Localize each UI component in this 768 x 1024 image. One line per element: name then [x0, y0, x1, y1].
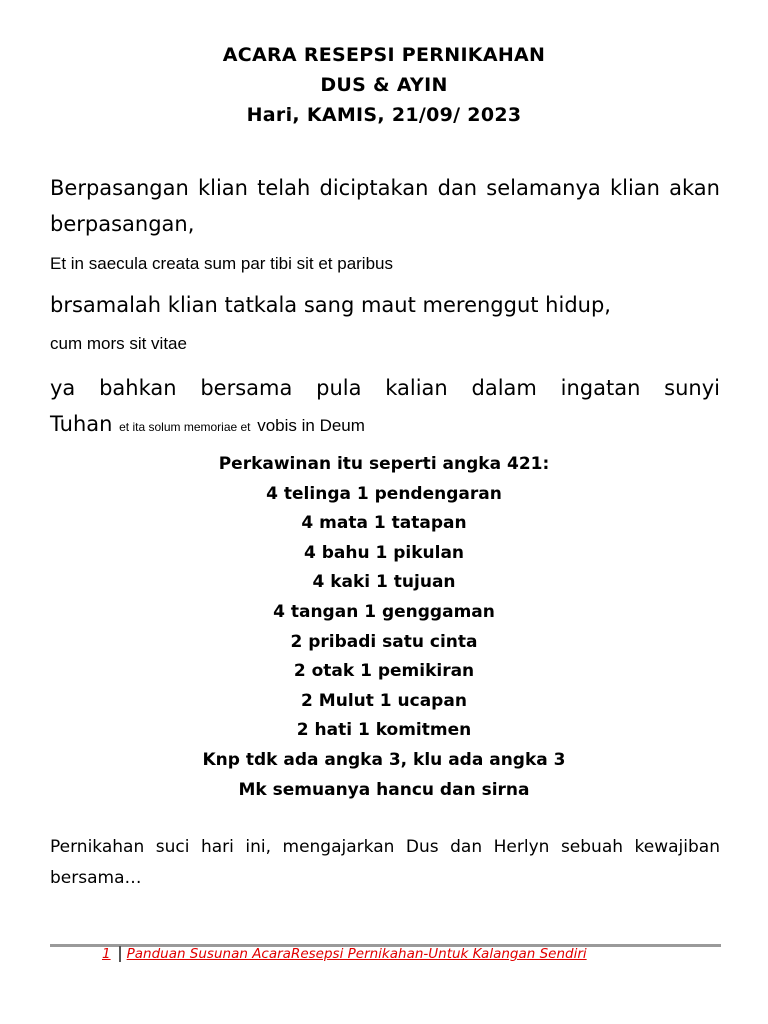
event-date: Hari, KAMIS, 21/09/ 2023	[246, 104, 522, 126]
footer-separator	[119, 946, 121, 962]
verse-line-2: brsamalah klian tatkala sang maut merenggut hidup,	[50, 293, 611, 317]
list-item: 4 bahu 1 pikulan	[303, 542, 465, 563]
list-item: 2 otak 1 pemikiran	[293, 661, 475, 682]
list-item: 2 Mulut 1 ucapan	[301, 690, 467, 711]
list-item: 2 hati 1 komitmen	[296, 720, 472, 741]
list-item: 4 mata 1 tatapan	[301, 513, 467, 534]
numbers-list	[0, 450, 768, 805]
verse-line-3b	[50, 406, 720, 445]
title-block	[0, 40, 768, 130]
list-item: Mk semuanya hancu dan sirna	[238, 779, 530, 800]
list-item: 2 pribadi satu cinta	[290, 631, 478, 652]
latin-line-2: cum mors sit vitae	[50, 334, 187, 353]
list-item: 4 telinga 1 pendengaran	[266, 483, 502, 504]
verse-word-tuhan: Tuhan	[50, 412, 113, 436]
latin-rest-text: vobis in Deum	[257, 416, 365, 435]
couple-names: DUS & AYIN	[320, 74, 448, 96]
closing-paragraph: Pernikahan suci hari ini, mengajarkan Dus dan Herlyn sebuah kewajiban bersama…	[50, 837, 720, 888]
list-item: 4 tangan 1 genggaman	[273, 601, 495, 622]
latin-small-text: et ita solum memoriae et	[119, 420, 251, 434]
page-footer	[102, 946, 587, 962]
verse-line-3a: ya bahkan bersama pula kalian dalam ingatan sunyi	[50, 376, 720, 400]
list-item: Perkawinan itu seperti angka 421:	[218, 454, 550, 474]
event-title: ACARA RESEPSI PERNIKAHAN	[222, 44, 546, 66]
footer-text: Panduan Susunan AcaraResepsi Pernikahan-Untuk Kalangan Sendiri	[126, 946, 587, 962]
latin-line-1: Et in saecula creata sum par tibi sit et paribus	[50, 254, 393, 273]
verse-line-1: Berpasangan klian telah diciptakan dan selamanya klian akan berpasangan,	[50, 176, 720, 236]
page-number: 1	[102, 946, 111, 962]
list-item: 4 kaki 1 tujuan	[312, 572, 456, 593]
list-item: Knp tdk ada angka 3, klu ada angka 3	[202, 749, 566, 770]
